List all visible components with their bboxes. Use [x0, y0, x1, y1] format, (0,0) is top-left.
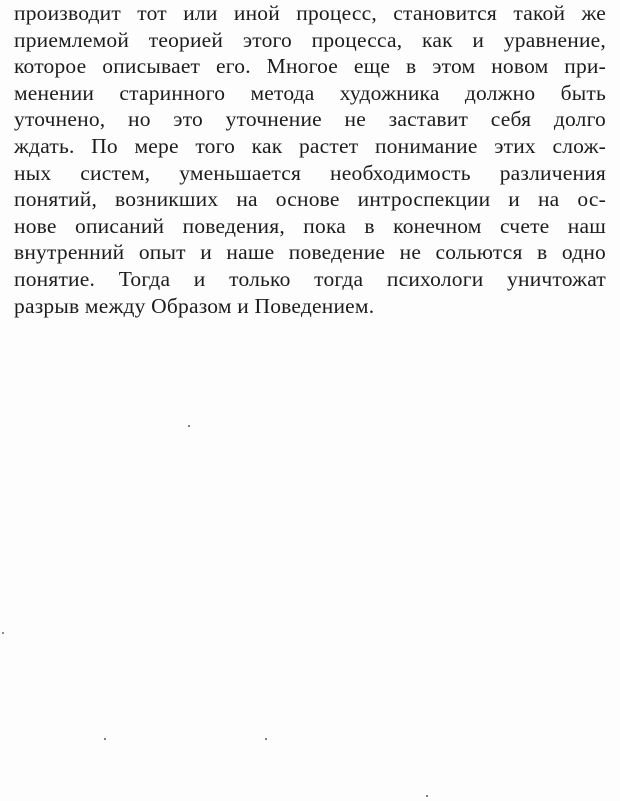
text-line: ных систем, уменьшается необходимость различения — [14, 160, 606, 185]
text-line: понятие. Тогда и только тогда психологи уничтожат — [14, 266, 606, 291]
text-line: внутренний опыт и наше поведение не сольются в одно — [14, 240, 606, 265]
scan-speck — [104, 738, 106, 740]
text-line: понятий, возникших на основе интроспекции и на ос- — [14, 187, 606, 212]
text-line: приемлемой теорией этого процесса, как и уравнение, — [14, 27, 606, 52]
text-line: нове описаний поведения, пока в конечном счете наш — [14, 213, 606, 238]
text-line: которое описывает его. Многое еще в этом новом при- — [14, 54, 606, 79]
text-line: менении старинного метода художника должно быть — [14, 80, 606, 105]
scan-speck — [188, 425, 190, 427]
scan-speck — [265, 738, 267, 740]
body-text — [14, 0, 606, 319]
text-line: ждать. По мере того как растет понимание этих слож- — [14, 133, 606, 158]
text-line: уточнено, но это уточнение не заставит себя долго — [14, 107, 606, 132]
text-line: производит тот или иной процесс, становится такой же — [14, 1, 606, 25]
scan-speck — [2, 632, 4, 634]
scan-speck — [426, 795, 428, 797]
text-line-last: разрыв между Образом и Поведением. — [14, 293, 375, 318]
